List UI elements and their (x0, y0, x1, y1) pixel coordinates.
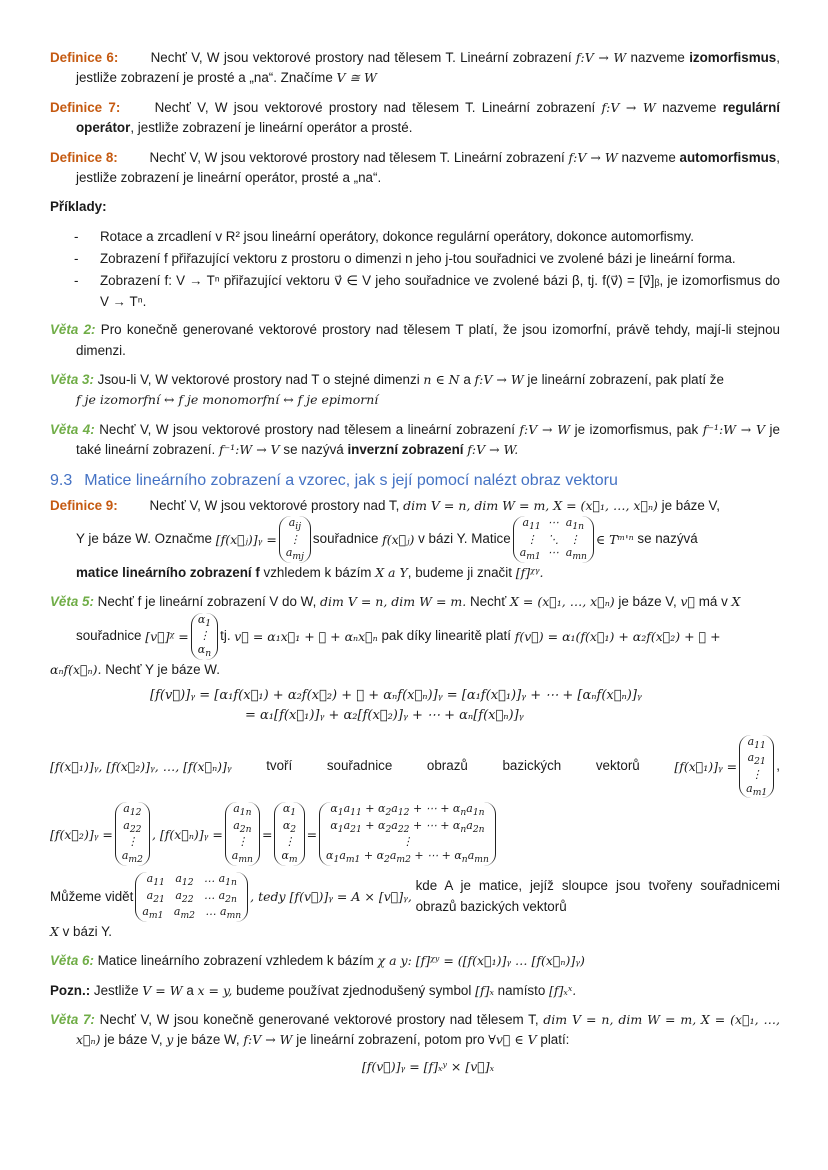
text: obrazů (426, 758, 468, 774)
text: Nechť V, W jsou konečně generované vektorové prostory nad tělesem T, (99, 1011, 539, 1027)
text: vzhledem k bázím (263, 565, 372, 581)
text: budeme používat zjednodušený symbol (236, 982, 472, 998)
matrix: $a_{11}$ $a_{12}$ … $a_{1n}$ $a_{21}$ $a_{22}$ … $a_{2n}$ $a_{m1}$ $a_{m2}$ … $a_{mn}$ (135, 872, 248, 922)
math: X (50, 923, 59, 939)
term: inverzní zobrazení (347, 442, 464, 457)
term: regulární operátor (76, 99, 780, 136)
theorem-6 (50, 951, 780, 971)
note (50, 981, 780, 1001)
math: v⃗ = α₁x⃗₁ + ⋯ + αₙx⃗ₙ (234, 628, 378, 644)
text: má v (698, 594, 728, 610)
text: je izomorfismus, pak (574, 421, 699, 437)
math: f:V → W (575, 50, 627, 65)
definition-label: Definice 9: (50, 497, 118, 513)
term: automorfismus (679, 149, 777, 165)
math: [f]ₓˣ. (549, 982, 577, 998)
term: izomorfismus (689, 50, 777, 65)
math: f⁻¹:W → V (218, 442, 280, 457)
math: x = y, (197, 982, 233, 998)
column-vector: $a_{ij}$ ⋮ $a_{mj}$ (279, 516, 311, 563)
text: v bázi Y. Matice (418, 531, 511, 547)
math: f je izomorfní ↔ f je monomorfní ↔ f je epimorní (76, 392, 379, 408)
math: f(v⃗) = α₁(f(x⃗₁) + α₂f(x⃗₂) + ⋯ + (514, 628, 721, 644)
math: v⃗ (680, 594, 696, 610)
text: je lineární zobrazení, pak platí že (527, 371, 724, 387)
text: Nechť (469, 594, 507, 610)
math: f:V → W (243, 1032, 293, 1048)
column-vector: $a_{11}$ $a_{21}$ ⋮ $a_{m1}$ (739, 735, 774, 799)
text: nazveme (621, 149, 676, 165)
column-vector: $\alpha_1$ $\alpha_2$ ⋮ $\alpha_m$ (274, 802, 304, 866)
list-item: - Zobrazení f přiřazující vektoru z prostoru o dimenzi n jeho j-tou souřadnici ve zvolené bázi je lineární forma. (50, 249, 780, 269)
math: dim V = n, dim W = m, (543, 1011, 697, 1027)
matrix: $a_{11}$ ⋯ $a_{1n}$ ⋮ ⋱ ⋮ $a_{m1}$ ⋯ $a_{mn}$ (513, 516, 594, 563)
math: f:V → W (519, 421, 571, 437)
text: bazických (502, 758, 562, 774)
theorem-label: Věta 3: (50, 371, 94, 387)
math: αₙf(x⃗ₙ). (50, 661, 102, 677)
text: se nazývá (283, 442, 344, 457)
theorem-2 (50, 320, 780, 361)
definition-label: Definice 8: (50, 149, 118, 165)
text: kde A je matice, jejíž sloupce jsou tvořeny souřadnicemi obrazů bazických vektorů (415, 878, 780, 914)
text: Jsou-li V, W vektorové prostory nad T o stejné dimenzi (97, 371, 420, 387)
theorem-5: Věta 5: Nechť f je lineární zobrazení V do W, dim V = n, dim W = m. Nechť X = (x⃗₁, …, x⃗ₙ) je báze V, v⃗ má v X souřadnice [v⃗]ᵡ = $\alpha_1$ ⋮ $\alpha_n$ tj. v⃗ = α₁x⃗₁ + ⋯ + αₙx⃗ₙ pak díky linearitě platí f(v⃗) = α₁(f(x⃗₁) + α₂f(x⃗₂) + ⋯ + αₙf(x⃗ₙ). Nechť Y je báze W. [f(v⃗)]ᵧ = [α₁f(x⃗₁) + α₂f(x⃗₂) + ⋯ + αₙf(x⃗ₙ)]ᵧ = [α₁f(x⃗₁)]ᵧ + ⋯ + [αₙf(x⃗ₙ)]ᵧ = α₁[f(x⃗₁)]ᵧ + α₂[f(x⃗₂)]ᵧ + ⋯ + αₙ[f(x⃗ₙ)]ᵧ [f(x⃗₁)]ᵧ, [f(x⃗₂)]ᵧ, …, [f(x⃗ₙ)]ᵧ tvoří souřadnice obrazů bazických vektorů [f(x⃗₁)]ᵧ = $a_{11}$ $a_{21}$ ⋮ $a_{m1}$ , [f(x⃗₂)]ᵧ = $a_{12}$ $a_{22}$ ⋮ $a_{m2}$ , [f(x⃗ₙ)]ᵧ = $a_{1n}$ $a_{2n}$ ⋮ $a_{mn}$ = $\alpha_1$ $\alpha_2$ ⋮ $\alpha_m$ = $\alpha_1a_{11} + \alpha_2a_{12}$ + ⋯ + $\alpha_na_{1n}$ $\alpha_1a_{21} + \alpha_2a_{22}$ + ⋯ + $\alpha_na_{2n}$ ⋮ $\alpha_1a_{m1} + \alpha_2a_{m2}$ + ⋯ + $\alpha_na_{mn}$ Můžeme vidět $a_{11}$ $a_{12}$ … $a_{1n}$ $a_{21}$ $a_{22}$ … $a_{2n}$ $a_{m1}$ $a_{m2}$ … $a_{mn}$ , tedy [f(v⃗)]ᵧ = A × [v⃗]ᵧ, kde A je matice, jejíž sloupce jsou tvořeny souřadnicemi obrazů bazických vektorů X v bázi Y. (50, 594, 780, 939)
text: pak díky linearitě platí (381, 628, 511, 644)
math: , tedy [f(v⃗)]ᵧ = A × [v⃗]ᵧ, (250, 889, 412, 905)
math: , [f(x⃗ₙ)]ᵧ = (151, 826, 223, 842)
column-vector: $a_{1n}$ $a_{2n}$ ⋮ $a_{mn}$ (225, 802, 260, 866)
text: , budeme ji značit (407, 565, 512, 581)
math: ∀v⃗ ∈ V (488, 1032, 537, 1048)
text: a (186, 982, 194, 998)
math: [f]ᵡᵞ. (515, 565, 544, 581)
definition-8 (50, 148, 780, 189)
math: [f(x⃗₁)]ᵧ = (674, 758, 738, 774)
math: V = W (142, 982, 183, 998)
theorem-label: Věta 2: (50, 322, 96, 338)
theorem-4 (50, 420, 780, 461)
definition-label: Definice 6: (50, 50, 119, 65)
text: namísto (497, 982, 546, 998)
math: X = (x⃗₁, …, x⃗ₙ) (510, 594, 615, 610)
definition-7 (50, 98, 780, 139)
text: Nechť V, W jsou vektorové prostory nad tělesem T. Lineární zobrazení (150, 50, 572, 65)
examples-heading (50, 197, 780, 217)
math: X a Y (375, 565, 408, 581)
text: Nechť f je lineární zobrazení V do W, (97, 594, 317, 610)
math: ∈ Tᵐ'ⁿ (595, 532, 634, 548)
text: tj. (220, 628, 231, 644)
section-number: 9.3 (50, 472, 73, 490)
text: tvoří (266, 758, 293, 774)
math: dim V = n, dim W = m. (320, 594, 467, 610)
definition-9 (50, 496, 780, 584)
equation: [f(v⃗)]ᵧ = [f]ₓʸ × [v⃗]ₓ (361, 1058, 495, 1074)
text: Nechť Y je báze W. (105, 661, 220, 677)
text: souřadnice (312, 531, 379, 547)
math: n ∈ N (423, 371, 460, 387)
text: nazveme (662, 99, 717, 115)
text: Nechť V, W jsou vektorové prostory nad T, (149, 497, 400, 513)
text: vektorů (595, 758, 640, 774)
text: je báze V, (104, 1032, 163, 1048)
math: f:V → W (601, 99, 656, 115)
theorem-3 (50, 370, 780, 411)
text: Nechť V, W jsou vektorové prostory nad tělesem T. Lineární zobrazení (149, 149, 565, 165)
math: f:V → W (568, 149, 618, 165)
section-title: Matice lineárního zobrazení a vzorec, jak s její pomocí nalézt obraz vektoru (84, 472, 618, 490)
definition-label: Definice 7: (50, 99, 121, 115)
text: je báze W, (177, 1032, 240, 1048)
math: f:V → W. (467, 442, 519, 457)
theorem-label: Věta 5: (50, 594, 94, 610)
note-label: Pozn.: (50, 982, 91, 998)
math: [f]ₓ (475, 982, 494, 998)
text: Nechť V, W jsou vektorové prostory nad tělesem a lineární zobrazení (99, 421, 515, 437)
list-item: - Rotace a zrcadlení v R² jsou lineární operátory, dokonce regulární operátory, dokonce automorfismy. (50, 227, 780, 247)
definition-6 (50, 48, 780, 89)
text: je lineární zobrazení, potom pro (296, 1032, 485, 1048)
column-vector: $\alpha_1$ ⋮ $\alpha_n$ (191, 613, 218, 660)
text: v bázi Y. (62, 923, 113, 939)
theorem-label: Věta 7: (50, 1011, 95, 1027)
text: Jestliže (93, 982, 139, 998)
math: [f(x⃗ⱼ)]ᵧ = (215, 532, 277, 548)
math: X = (x⃗₁, …, x⃗ₙ) (76, 1011, 780, 1048)
text: je také lineární zobrazení. (76, 421, 780, 457)
text: , jestliže zobrazení je lineární operátor, prosté a „na“. (76, 149, 780, 185)
term: matice lineárního zobrazení f (76, 565, 260, 581)
section-heading (50, 469, 780, 493)
math: f:V → W (474, 371, 524, 387)
list-item: - Zobrazení f: V → Tⁿ přiřazující vektoru v⃗ ∈ V jeho souřadnice ve zvolené bázi β, tj. f(v⃗) = [v⃗]ᵦ, je izomorfismus do V → Tⁿ. (50, 271, 780, 312)
text: , jestliže zobrazení je lineární operátor a prosté. (130, 120, 413, 136)
text: je báze V, (618, 594, 677, 610)
math: V ≅ W (336, 70, 377, 86)
equation (50, 686, 780, 726)
examples-list (50, 227, 780, 313)
math: dim V = n, dim W = m, X = (x⃗₁, …, x⃗ₙ) (403, 497, 658, 513)
heading: Příklady: (50, 199, 107, 215)
math: X (731, 594, 741, 610)
math: f(x⃗ⱼ) (382, 532, 415, 548)
equation-line: [f(v⃗)]ᵧ = [α₁f(x⃗₁) + α₂f(x⃗₂) + ⋯ + αₙf(x⃗ₙ)]ᵧ = [α₁f(x⃗₁)]ᵧ + ⋯ + [αₙf(x⃗ₙ)]ᵧ (150, 688, 642, 704)
theorem-7 (50, 1010, 780, 1076)
text: Matice lineárního zobrazení vzhledem k bázím (97, 953, 374, 969)
text: Nechť V, W jsou vektorové prostory nad tělesem T. Lineární zobrazení (154, 99, 596, 115)
text: se nazývá (637, 531, 698, 547)
math: f⁻¹:W → V (702, 421, 765, 437)
equation-line: = α₁[f(x⃗₁)]ᵧ + α₂[f(x⃗₂)]ᵧ + ⋯ + αₙ[f(x⃗ₙ)]ᵧ (245, 708, 524, 724)
text: , jestliže zobrazení je prosté a „na“. Značíme (76, 50, 780, 86)
math: χ a y: [f]ᵡʸ = ([f(x⃗₁)]ᵧ … [f(x⃗ₙ)]ᵧ) (377, 953, 585, 969)
math: [v⃗]ᵡ = (145, 628, 189, 644)
math: [f(x⃗₂)]ᵧ = (50, 826, 113, 842)
math: [f(x⃗₁)]ᵧ, [f(x⃗₂)]ᵧ, …, [f(x⃗ₙ)]ᵧ (50, 758, 232, 774)
theorem-label: Věta 4: (50, 421, 95, 437)
column-vector: $a_{12}$ $a_{22}$ ⋮ $a_{m2}$ (115, 802, 150, 866)
text: a (463, 371, 471, 387)
result-vector: $\alpha_1a_{11} + \alpha_2a_{12}$ + ⋯ + $\alpha_na_{1n}$ $\alpha_1a_{21} + \alpha_2a_{22}$ + ⋯ + $\alpha_na_{2n}$ ⋮ $\alpha_1a_{m1} + \alpha_2a_{m2}$ + ⋯ + $\alpha_na_{mn}$ (319, 802, 496, 866)
math: y (166, 1032, 174, 1048)
text: nazveme (630, 50, 685, 65)
text: souřadnice (326, 758, 393, 774)
text: Pro konečně generované vektorové prostory nad tělesem T platí, že jsou izomorfní, právě tehdy, mají-li stejnou dimenzi. (76, 322, 780, 358)
theorem-label: Věta 6: (50, 953, 94, 969)
text: Y je báze W. Označme (76, 531, 212, 547)
text: Můžeme vidět (50, 888, 134, 904)
text: je báze V, (661, 497, 720, 513)
text: souřadnice (76, 628, 142, 644)
text: platí: (540, 1032, 570, 1048)
